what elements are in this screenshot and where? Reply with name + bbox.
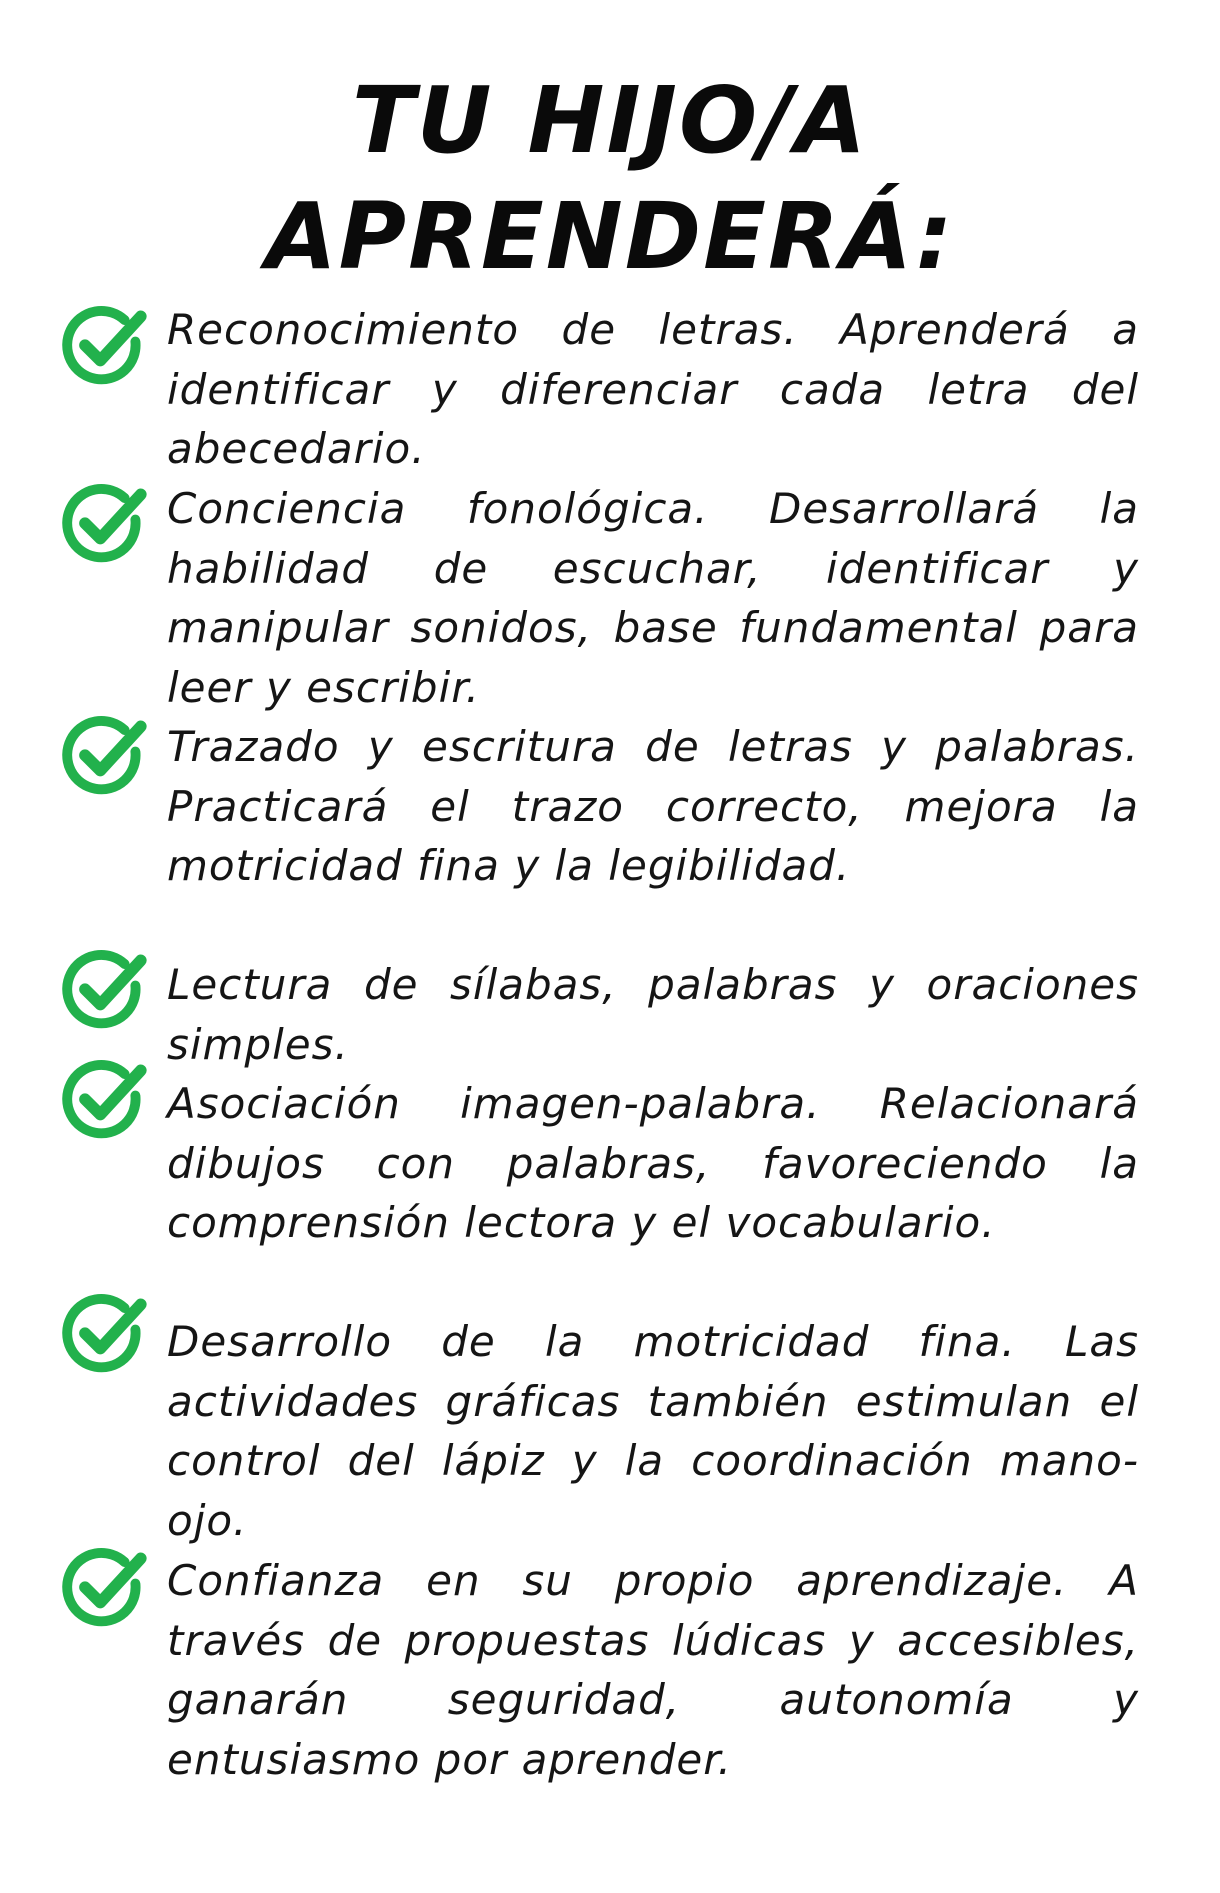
- title-line-2: APRENDERÁ:: [265, 183, 955, 290]
- list-item-text: Lectura de sílabas, palabras y oraciones simples.: [167, 960, 1139, 1069]
- check-circle-icon: [58, 712, 148, 802]
- list-item-text: Reconocimiento de letras. Aprenderá a identificar y diferenciar cada letra del abecedario.: [167, 305, 1139, 473]
- check-circle-icon: [58, 302, 148, 392]
- check-circle-icon: [58, 1544, 148, 1634]
- check-circle-icon: [58, 480, 148, 570]
- check-circle-icon: [58, 946, 148, 1036]
- list-item-text: Trazado y escritura de letras y palabras. Practicará el trazo correcto, mejora la motricidad fina y la legibilidad.: [167, 722, 1139, 890]
- list-item-text: Conciencia fonológica. Desarrollará la habilidad de escuchar, identificar y manipular sonidos, base fundamental para leer y escribir.: [167, 484, 1139, 712]
- title-line-1: TU HIJO/A: [352, 67, 868, 174]
- list-item-text: Confianza en su propio aprendizaje. A través de propuestas lúdicas y accesibles, ganarán seguridad, autonomía y entusiasmo por aprender.: [167, 1556, 1139, 1784]
- list-item-text: Desarrollo de la motricidad fina. Las actividades gráficas también estimulan el control del lápiz y la coordinación mano-ojo.: [167, 1317, 1139, 1545]
- check-circle-icon: [58, 1290, 148, 1380]
- list-item-text: Asociación imagen-palabra. Relacionará dibujos con palabras, favoreciendo la comprensión lectora y el vocabulario.: [167, 1079, 1139, 1247]
- check-circle-icon: [58, 1056, 148, 1146]
